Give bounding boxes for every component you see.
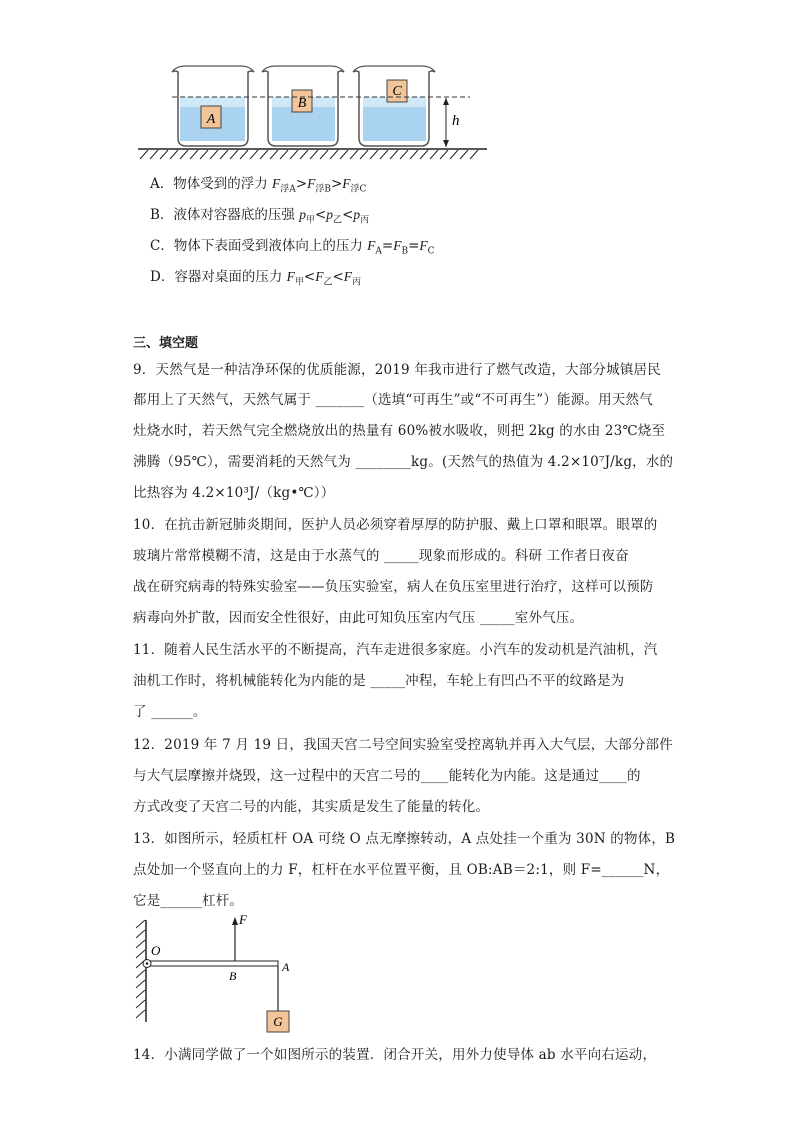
option-a-prefix: A．物体受到的浮力 (150, 176, 273, 192)
label-a-point: A (282, 960, 290, 974)
height-label: h (452, 113, 460, 129)
option-b-prefix: B．液体对容器底的压强 (150, 207, 300, 223)
height-arrow (443, 98, 449, 147)
q13-line-1: 13．如图所示，轻质杠杆 OA 可绕 O 点无摩擦转动，A 点处挂一个重为 30N 的物体，B (133, 831, 676, 847)
q10-line-3: 战在研究病毒的特殊实验室——负压实验室，病人在负压室里进行治疗，这样可以预防 (133, 579, 654, 595)
beakers-figure (130, 58, 495, 162)
q10-line-4: 病毒向外扩散，因而安全性很好，由此可知负压室内气压 _____室外气压。 (133, 610, 584, 626)
q13-line-3: 它是______杠杆。 (133, 893, 244, 909)
q9-line-2: 都用上了天然气，天然气属于 _______（选填“可再生”或“不可再生”）能源。用天然气 (133, 392, 653, 408)
q9-line-4: 沸腾（95℃），需要消耗的天然气为 ________kg。(天然气的热值为 4.2×10⁷J/kg，水的 (133, 454, 674, 470)
label-b: B (297, 96, 307, 111)
label-o: O (151, 943, 161, 958)
q11-line-2: 油机工作时，将机械能转化为内能的是 _____冲程，车轮上有凹凸不平的纹路是为 (133, 673, 625, 689)
q11-line-1: 11．随着人民生活水平的不断提高，汽车走进很多家庭。小汽车的发动机是汽油机，汽 (133, 642, 658, 658)
q9-line-3: 灶烧水时，若天然气完全燃烧放出的热量有 60%被水吸收，则把 2kg 的水由 23℃烧至 (133, 423, 666, 439)
option-b[interactable]: B．液体对容器底的压强 $p_甲<p_乙<p_丙$ (150, 207, 370, 226)
q12-line-3: 方式改变了天宫二号的内能，其实质是发生了能量的转化。 (133, 799, 490, 815)
q11-line-3: 了 ______。 (133, 704, 207, 720)
q13-line-2: 点处加一个竖直向上的力 F，杠杆在水平位置平衡，且 OB:AB＝2:1，则 F=______N， (133, 862, 670, 878)
option-d[interactable]: D．容器对桌面的压力 $F_甲<F_乙<F_丙$ (150, 269, 362, 288)
q14-line-1: 14．小满同学做了一个如图所示的装置．闭合开关，用外力使导体 ab 水平向右运动， (133, 1047, 657, 1063)
label-g: G (273, 1014, 283, 1029)
option-c[interactable]: C．物体下表面受到液体向上的压力 $F_A=F_B=F_C$ (150, 238, 435, 257)
q12-line-2: 与大气层摩擦并烧毁，这一过程中的天宫二号的____能转化为内能。这是通过____的 (133, 768, 641, 784)
label-c: C (392, 84, 402, 99)
beaker-a (172, 66, 254, 146)
q9-line-5: 比热容为 4.2×10³J/（kg•℃）） (133, 485, 335, 501)
label-a: A (206, 112, 216, 127)
label-b: B (229, 969, 237, 983)
option-c-prefix: C．物体下表面受到液体向上的压力 (150, 238, 368, 254)
option-a[interactable]: A．物体受到的浮力 $F_{浮A}>F_{浮B}>F_{浮C}$ (150, 176, 367, 195)
option-d-prefix: D．容器对桌面的压力 (150, 269, 287, 285)
label-f: F (239, 912, 247, 927)
lever-bar (146, 961, 278, 966)
beaker-c (353, 66, 435, 146)
wall-hatch (136, 920, 145, 1018)
q10-line-2: 玻璃片常常模糊不清，这是由于水蒸气的 _____现象而形成的。科研 工作者日夜奋 (133, 548, 629, 564)
beaker-b (262, 66, 344, 146)
q10-line-1: 10．在抗击新冠肺炎期间，医护人员必须穿着厚厚的防护服、戴上口罩和眼罩。眼罩的 (133, 517, 658, 533)
lever-figure (128, 910, 308, 1035)
ground-hatch (140, 150, 478, 159)
section-title: 三、填空题 (133, 336, 199, 351)
q9-line-1: 9．天然气是一种洁净环保的优质能源，2019 年我市进行了燃气改造，大部分城镇居民 (133, 362, 661, 378)
q12-line-1: 12．2019 年 7 月 19 日，我国天宫二号空间实验室受控离轨并再入大气层，大部分部件 (133, 737, 673, 753)
